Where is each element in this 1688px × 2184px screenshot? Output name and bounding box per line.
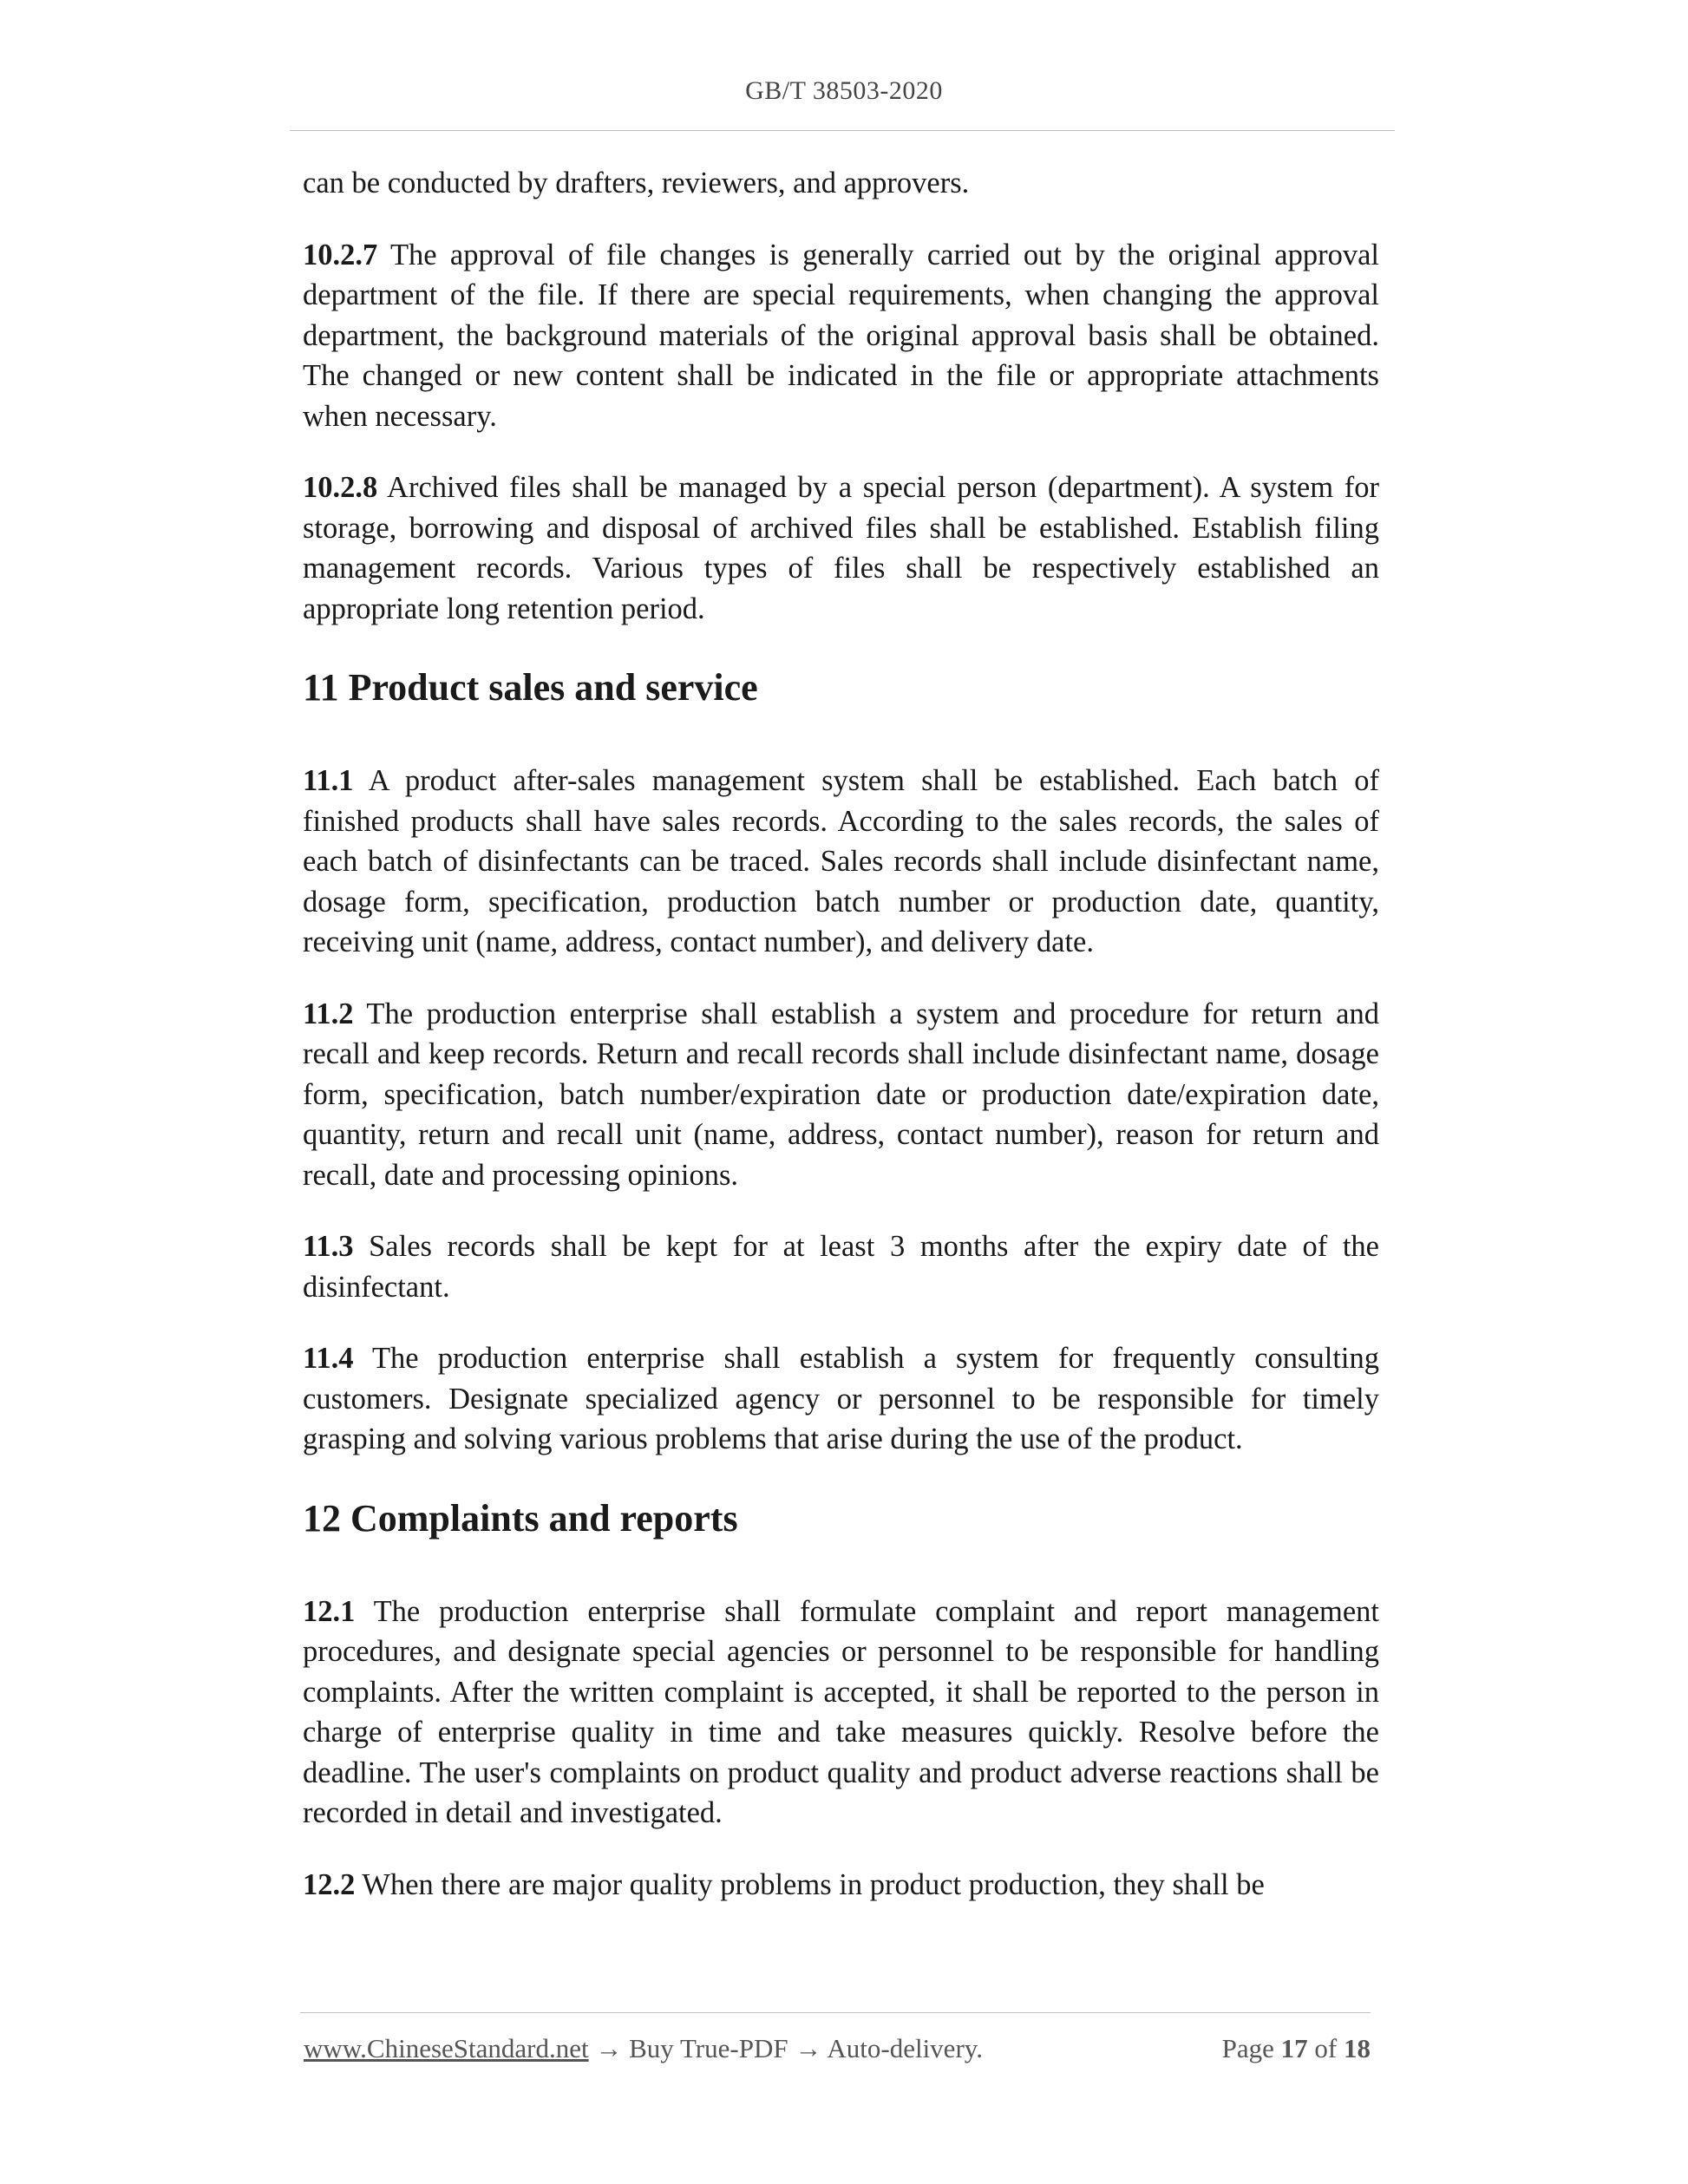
header-divider (290, 130, 1395, 131)
paragraph-intro: can be conducted by drafters, reviewers, and approvers. (303, 167, 970, 199)
total-page-number: 18 (1344, 2033, 1371, 2063)
page-indicator (1222, 2033, 1371, 2064)
clause-text: The production enterprise shall establish a system and procedure for return and recall and keep records. Return and recall records shall include disinfectant name, dosage form, specification, batch number/expiration date or production date/expiration date, quantity, return and recall unit (name, address, contact number), reason for return and recall, date and processing opinions. (303, 997, 1379, 1192)
paragraph-11-3 (303, 1226, 1379, 1307)
footer-divider (300, 2012, 1371, 2013)
current-page-number: 17 (1280, 2033, 1308, 2063)
clause-text: The approval of file changes is generally carried out by the original approval department of the file. If there are special requirements, when changing the approval department, the background materials of the original approval basis shall be obtained. The changed or new content shall be indicated in the file or appropriate attachments when necessary. (303, 238, 1379, 433)
footer-promo (304, 2033, 983, 2064)
clause-number: 11.3 (303, 1230, 354, 1263)
clause-number: 11.4 (303, 1342, 354, 1375)
clause-text: The production enterprise shall establish a system for frequently consulting customers. Designate specialized agency or personnel to be responsible for timely grasping and solving various problems that arise during the use of the product. (303, 1342, 1379, 1455)
page-of-label: of (1307, 2033, 1344, 2063)
clause-number: 12.1 (303, 1594, 356, 1628)
paragraph-12-1 (303, 1592, 1379, 1834)
paragraph-10-2-7 (303, 235, 1379, 437)
paragraph-10-2-8 (303, 468, 1379, 629)
section-heading-12: 12 Complaints and reports (303, 1496, 738, 1540)
clause-number: 10.2.7 (303, 238, 378, 271)
section-heading-11: 11 Product sales and service (303, 666, 758, 709)
clause-number: 12.2 (303, 1867, 356, 1901)
page-label: Page (1221, 2033, 1281, 2063)
paragraph-11-1 (303, 761, 1379, 963)
clause-text: The production enterprise shall formulate complaint and report management procedures, and designate special agencies or personnel to be responsible for handling complaints. After the written complaint is accepted, it shall be reported to the person in charge of enterprise quality in time and take measures quickly. Resolve before the deadline. The user's complaints on product quality and product adverse reactions shall be recorded in detail and investigated. (303, 1594, 1379, 1829)
clause-text: Archived files shall be managed by a special person (department). A system for storage, borrowing and disposal of archived files shall be established. Establish filing management records. Various types of files shall be respectively established an appropriate long retention period. (303, 471, 1379, 625)
footer-tagline: → Buy True-PDF → Auto-delivery. (588, 2033, 983, 2063)
clause-text: Sales records shall be kept for at least 3 months after the expiry date of the disinfectant. (303, 1230, 1379, 1304)
document-body (303, 163, 1379, 1936)
paragraph-11-2 (303, 994, 1379, 1196)
clause-number: 11.1 (303, 764, 354, 797)
clause-number: 11.2 (303, 997, 354, 1030)
clause-text: When there are major quality problems in product production, they shall be (355, 1867, 1265, 1901)
clause-number: 10.2.8 (303, 471, 378, 504)
website-link[interactable]: www.ChineseStandard.net (304, 2033, 589, 2063)
paragraph-11-4 (303, 1338, 1379, 1460)
page-header: GB/T 38503-2020 (745, 76, 943, 105)
clause-text: A product after-sales management system shall be established. Each batch of finished products shall have sales records. According to the sales records, the sales of each batch of disinfectants can be traced. Sales records shall include disinfectant name, dosage form, specification, production batch number or production date, quantity, receiving unit (name, address, contact number), and delivery date. (303, 764, 1379, 958)
page-footer (304, 2033, 1371, 2064)
paragraph-12-2 (303, 1865, 1379, 1906)
